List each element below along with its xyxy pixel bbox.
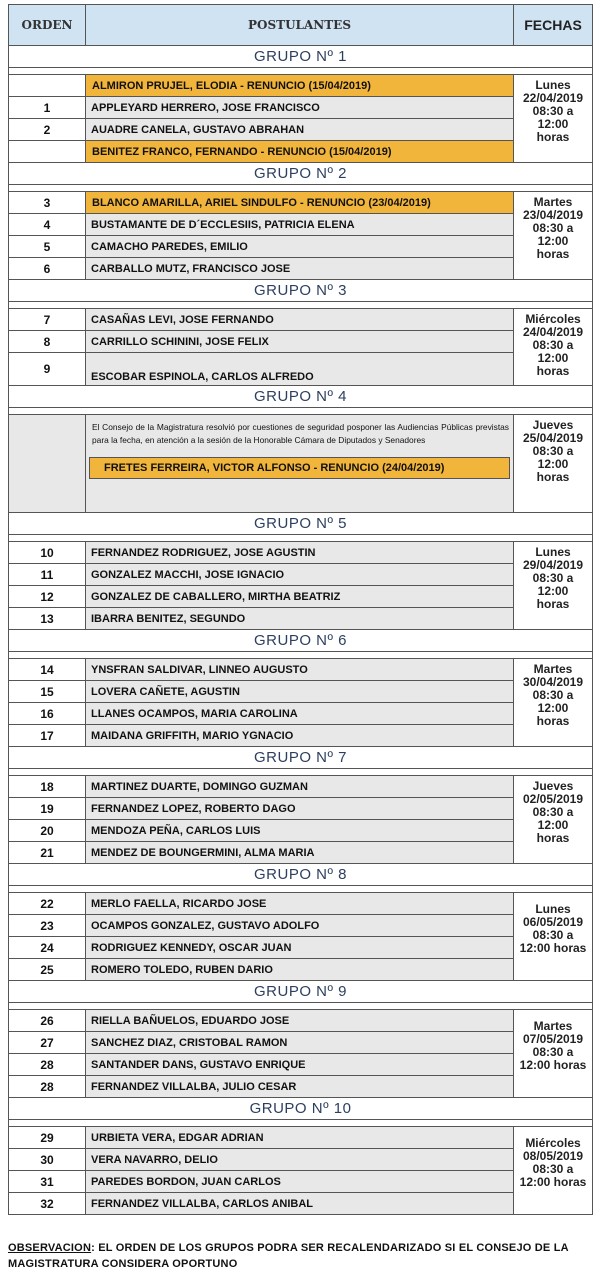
observation-note — [8, 1240, 592, 1272]
row-number: 15 — [9, 681, 86, 703]
table-row — [9, 937, 593, 959]
row-number: 7 — [9, 309, 86, 331]
date-line: Lunes — [535, 78, 571, 92]
row-number: 4 — [9, 214, 86, 236]
date-line: 08:30 a — [532, 805, 574, 819]
applicant-name: CAMACHO PAREDES, EMILIO — [86, 236, 514, 258]
group-spacer — [9, 652, 593, 659]
row-number: 1 — [9, 97, 86, 119]
row-number: 23 — [9, 915, 86, 937]
group-title: GRUPO Nº 10 — [9, 1098, 593, 1120]
date-line: Lunes — [535, 902, 571, 916]
row-number: 28 — [9, 1076, 86, 1098]
schedule-body — [9, 46, 593, 1215]
schedule-sheet — [8, 4, 592, 1215]
applicant-name: GONZALEZ MACCHI, JOSE IGNACIO — [86, 564, 514, 586]
applicant-name: VERA NAVARRO, DELIO — [86, 1149, 514, 1171]
spacer-cell — [9, 408, 593, 415]
spacer-cell — [9, 68, 593, 75]
date-line: Martes — [533, 1019, 573, 1033]
row-number: 14 — [9, 659, 86, 681]
applicant-name: PAREDES BORDON, JUAN CARLOS — [86, 1171, 514, 1193]
table-row — [9, 820, 593, 842]
applicant-name: GONZALEZ DE CABALLERO, MIRTHA BEATRIZ — [86, 586, 514, 608]
date-line: Jueves — [532, 418, 574, 432]
applicant-name: FERNANDEZ LOPEZ, ROBERTO DAGO — [86, 798, 514, 820]
row-number: 20 — [9, 820, 86, 842]
group-spacer — [9, 1003, 593, 1010]
table-row — [9, 842, 593, 864]
row-number: 12 — [9, 586, 86, 608]
table-row — [9, 75, 593, 97]
date-cell — [514, 309, 593, 386]
row-number: 27 — [9, 1032, 86, 1054]
group-title: GRUPO Nº 7 — [9, 747, 593, 769]
row-number: 31 — [9, 1171, 86, 1193]
applicant-name: FERNANDEZ VILLALBA, JULIO CESAR — [86, 1076, 514, 1098]
date-line: Miércoles — [525, 1136, 581, 1150]
table-row — [9, 915, 593, 937]
applicant-name: ROMERO TOLEDO, RUBEN DARIO — [86, 959, 514, 981]
group-row — [9, 163, 593, 185]
group-spacer — [9, 1120, 593, 1127]
applicant-name: MAIDANA GRIFFITH, MARIO YGNACIO — [86, 725, 514, 747]
spacer-cell — [9, 1120, 593, 1127]
applicant-name: IBARRA BENITEZ, SEGUNDO — [86, 608, 514, 630]
spacer-cell — [9, 769, 593, 776]
group-spacer — [9, 68, 593, 75]
row-number: 11 — [9, 564, 86, 586]
row-number: 5 — [9, 236, 86, 258]
applicant-name: CASAÑAS LEVI, JOSE FERNANDO — [86, 309, 514, 331]
table-row — [9, 1149, 593, 1171]
table-row — [9, 309, 593, 331]
date-cell — [514, 1127, 593, 1215]
table-row — [9, 893, 593, 915]
group-row — [9, 630, 593, 652]
date-line: 08:30 a — [532, 571, 574, 585]
date-line: 08:30 a — [532, 1045, 574, 1059]
applicant-name: LOVERA CAÑETE, AGUSTIN — [86, 681, 514, 703]
row-number: 13 — [9, 608, 86, 630]
applicant-name: MENDEZ DE BOUNGERMINI, ALMA MARIA — [86, 842, 514, 864]
applicant-name: BUSTAMANTE DE D´ECCLESIIS, PATRICIA ELENA — [86, 214, 514, 236]
date-line: 12:00 horas — [519, 1058, 587, 1072]
date-line: horas — [536, 364, 570, 378]
group-row — [9, 747, 593, 769]
table-row — [9, 1076, 593, 1098]
applicant-name: FERNANDEZ VILLALBA, CARLOS ANIBAL — [86, 1193, 514, 1215]
date-line: horas — [536, 714, 570, 728]
applicant-name: MENDOZA PEÑA, CARLOS LUIS — [86, 820, 514, 842]
group-title: GRUPO Nº 8 — [9, 864, 593, 886]
date-line: 02/05/2019 — [522, 792, 584, 806]
date-line: 08:30 a — [532, 928, 574, 942]
table-row — [9, 959, 593, 981]
date-line: horas — [536, 130, 570, 144]
group-row — [9, 386, 593, 408]
date-line: Lunes — [535, 545, 571, 559]
row-number — [9, 141, 86, 163]
date-cell — [514, 192, 593, 280]
group-row — [9, 864, 593, 886]
group-title: GRUPO Nº 9 — [9, 981, 593, 1003]
row-number: 25 — [9, 959, 86, 981]
date-cell — [514, 1010, 593, 1098]
row-number: 2 — [9, 119, 86, 141]
date-line: horas — [536, 831, 570, 845]
row-number: 3 — [9, 192, 86, 214]
group-title: GRUPO Nº 5 — [9, 513, 593, 535]
applicant-name: CARBALLO MUTZ, FRANCISCO JOSE — [86, 258, 514, 280]
date-line: 08/05/2019 — [522, 1149, 584, 1163]
date-line: 12:00 — [537, 234, 569, 248]
applicant-name: AUADRE CANELA, GUSTAVO ABRAHAN — [86, 119, 514, 141]
group-title: GRUPO Nº 3 — [9, 280, 593, 302]
row-number: 18 — [9, 776, 86, 798]
group-title: GRUPO Nº 2 — [9, 163, 593, 185]
date-line: 23/04/2019 — [522, 208, 584, 222]
date-line: 08:30 a — [532, 104, 574, 118]
table-row — [9, 214, 593, 236]
date-line: 25/04/2019 — [522, 431, 584, 445]
table-row — [9, 97, 593, 119]
renuncio-name: BENITEZ FRANCO, FERNANDO - RENUNCIO (15/04/2019) — [86, 141, 514, 163]
applicant-name: SANTANDER DANS, GUSTAVO ENRIQUE — [86, 1054, 514, 1076]
date-line: 24/04/2019 — [522, 325, 584, 339]
date-line: 30/04/2019 — [522, 675, 584, 689]
date-line: 12:00 — [537, 701, 569, 715]
applicant-name: MARTINEZ DUARTE, DOMINGO GUZMAN — [86, 776, 514, 798]
table-row — [9, 586, 593, 608]
table-row — [9, 703, 593, 725]
table-row — [9, 1032, 593, 1054]
table-row — [9, 681, 593, 703]
spacer-cell — [9, 535, 593, 542]
group-spacer — [9, 408, 593, 415]
row-number — [9, 415, 86, 513]
group-title: GRUPO Nº 4 — [9, 386, 593, 408]
header-postulantes: POSTULANTES — [86, 5, 514, 46]
applicant-name: SANCHEZ DIAZ, CRISTOBAL RAMON — [86, 1032, 514, 1054]
spacer-cell — [9, 185, 593, 192]
table-row — [9, 353, 593, 386]
row-number: 26 — [9, 1010, 86, 1032]
row-number: 6 — [9, 258, 86, 280]
applicant-name: URBIETA VERA, EDGAR ADRIAN — [86, 1127, 514, 1149]
observation-label: OBSERVACION — [8, 1242, 92, 1254]
group-spacer — [9, 535, 593, 542]
group-row — [9, 513, 593, 535]
group-row — [9, 981, 593, 1003]
table-row — [9, 331, 593, 353]
renuncio-name: BLANCO AMARILLA, ARIEL SINDULFO - RENUNCIO (23/04/2019) — [86, 192, 514, 214]
row-number: 29 — [9, 1127, 86, 1149]
table-row — [9, 1193, 593, 1215]
spacer-cell — [9, 302, 593, 309]
row-number: 16 — [9, 703, 86, 725]
header-row — [9, 5, 593, 46]
table-row — [9, 542, 593, 564]
date-line: 12:00 — [537, 584, 569, 598]
applicant-name: APPLEYARD HERRERO, JOSE FRANCISCO — [86, 97, 514, 119]
table-row — [9, 236, 593, 258]
date-cell — [514, 659, 593, 747]
row-number: 28 — [9, 1054, 86, 1076]
date-line: 29/04/2019 — [522, 558, 584, 572]
group-spacer — [9, 185, 593, 192]
group-row — [9, 280, 593, 302]
applicant-name: OCAMPOS GONZALEZ, GUSTAVO ADOLFO — [86, 915, 514, 937]
group-title: GRUPO Nº 6 — [9, 630, 593, 652]
table-row — [9, 608, 593, 630]
date-line: 07/05/2019 — [522, 1032, 584, 1046]
group-spacer — [9, 302, 593, 309]
renuncio-name: FRETES FERREIRA, VICTOR ALFONSO - RENUNCIO (24/04/2019) — [89, 457, 510, 479]
applicant-name: CARRILLO SCHININI, JOSE FELIX — [86, 331, 514, 353]
date-line: 08:30 a — [532, 221, 574, 235]
date-line: 08:30 a — [532, 688, 574, 702]
date-line: 06/05/2019 — [522, 915, 584, 929]
renuncio-name: ALMIRON PRUJEL, ELODIA - RENUNCIO (15/04/2019) — [86, 75, 514, 97]
date-cell — [514, 542, 593, 630]
table-row — [9, 192, 593, 214]
date-line: 08:30 a — [532, 338, 574, 352]
row-number: 8 — [9, 331, 86, 353]
spacer-cell — [9, 652, 593, 659]
group-row — [9, 1098, 593, 1120]
table-row — [9, 258, 593, 280]
date-line: 22/04/2019 — [522, 91, 584, 105]
applicant-name: RIELLA BAÑUELOS, EDUARDO JOSE — [86, 1010, 514, 1032]
applicant-name: ESCOBAR ESPINOLA, CARLOS ALFREDO — [86, 353, 514, 386]
group-row — [9, 46, 593, 68]
spacer-cell — [9, 1003, 593, 1010]
postponement-note — [86, 415, 514, 513]
observation-text: : EL ORDEN DE LOS GRUPOS PODRA SER RECALENDARIZADO SI EL CONSEJO DE LA MAGISTRATURA CONSIDERA OPORTUNO — [8, 1242, 569, 1270]
table-row — [9, 725, 593, 747]
date-cell — [514, 893, 593, 981]
date-line: Martes — [533, 662, 573, 676]
row-number: 24 — [9, 937, 86, 959]
group-spacer — [9, 769, 593, 776]
schedule-table — [8, 4, 593, 1215]
applicant-name: YNSFRAN SALDIVAR, LINNEO AUGUSTO — [86, 659, 514, 681]
row-number: 9 — [9, 353, 86, 386]
date-line: horas — [536, 470, 570, 484]
table-row — [9, 659, 593, 681]
table-row — [9, 776, 593, 798]
row-number: 19 — [9, 798, 86, 820]
applicant-name: MERLO FAELLA, RICARDO JOSE — [86, 893, 514, 915]
row-number: 30 — [9, 1149, 86, 1171]
date-line: 08:30 a — [532, 1162, 574, 1176]
table-row — [9, 1054, 593, 1076]
header-orden: ORDEN — [9, 5, 86, 46]
date-cell — [514, 415, 593, 513]
spacer-cell — [9, 886, 593, 893]
group-spacer — [9, 886, 593, 893]
row-number: 32 — [9, 1193, 86, 1215]
note-text: El Consejo de la Magistratura resolvió por cuestiones de seguridad posponer las Audiencias Públicas previstas para la fecha, en atención a la sesión de la Honorable Cámara de Diputados y Senadores — [92, 422, 509, 445]
applicant-name: LLANES OCAMPOS, MARIA CAROLINA — [86, 703, 514, 725]
row-number — [9, 75, 86, 97]
group-title: GRUPO Nº 1 — [9, 46, 593, 68]
date-line: horas — [536, 247, 570, 261]
row-number: 17 — [9, 725, 86, 747]
date-line: 12:00 horas — [519, 1175, 587, 1189]
table-row — [9, 1127, 593, 1149]
table-row — [9, 1171, 593, 1193]
table-row — [9, 141, 593, 163]
date-line: 12:00 — [537, 457, 569, 471]
date-line: 12:00 — [537, 818, 569, 832]
date-line: 12:00 — [537, 117, 569, 131]
date-line: Miércoles — [525, 312, 581, 326]
table-row — [9, 564, 593, 586]
date-cell — [514, 776, 593, 864]
applicant-name: RODRIGUEZ KENNEDY, OSCAR JUAN — [86, 937, 514, 959]
header-fechas: FECHAS — [514, 5, 593, 46]
table-row — [9, 415, 593, 513]
date-line: horas — [536, 597, 570, 611]
applicant-name: FERNANDEZ RODRIGUEZ, JOSE AGUSTIN — [86, 542, 514, 564]
date-line: 12:00 — [537, 351, 569, 365]
date-line: Jueves — [532, 779, 574, 793]
table-row — [9, 798, 593, 820]
row-number: 22 — [9, 893, 86, 915]
row-number: 10 — [9, 542, 86, 564]
date-line: 08:30 a — [532, 444, 574, 458]
date-line: Martes — [533, 195, 573, 209]
row-number: 21 — [9, 842, 86, 864]
date-line: 12:00 horas — [519, 941, 587, 955]
table-row — [9, 119, 593, 141]
table-row — [9, 1010, 593, 1032]
date-cell — [514, 75, 593, 163]
